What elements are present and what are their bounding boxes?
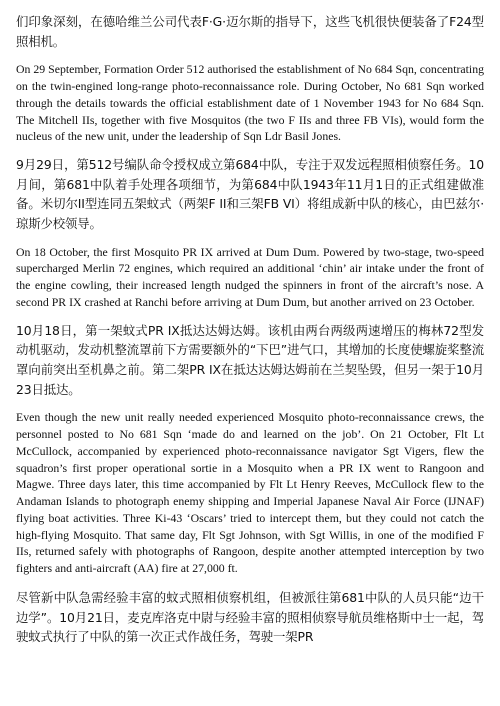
paragraph-zh-2: 9月29日，第512号编队命令授权成立第684中队，专注于双发远程照相侦察任务。10月间，第681中队着手处理各项细节，为第684中队1943年11月1日的正式组建做准备。米切尔II型连同五架蚊式（两架F II和三架FB VI）将组成新中队的核心，由巴兹尔·琼斯少校领导。	[16, 157, 484, 231]
paragraph-en-2: On 18 October, the first Mosquito PR IX arrived at Dum Dum. Powered by two-stage, two-speed supercharged Merlin 72 engines, which required an additional ‘chin’ air intake under the front of the engine cowling, their increased length nudged the spinners in front of the aircraft’s nose. A second PR IX crashed at Ranchi before arriving at Dum Dum, but another arrived on 23 October.	[16, 244, 484, 309]
paragraph-en-1: On 29 September, Formation Order 512 authorised the establishment of No 684 Sqn, concentrating on the twin-engined long-range photo-reconnaissance role. During October, No 681 Sqn worked through the details towards the official establishment date of 1 November 1943 for No 684 Sqn. The Mitchell IIs, together with five Mosquitos (the two F IIs and three FB VIs), would form the nucleus of the new unit, under the leadership of Sqn Ldr Basil Jones.	[16, 62, 484, 144]
paragraph-zh-1: 们印象深刻，在德哈维兰公司代表F·G·迈尔斯的指导下，这些飞机很快便装备了F24型照相机。	[16, 14, 484, 49]
paragraph-en-3: Even though the new unit really needed experienced Mosquito photo-reconnaissance crews, the personnel posted to No 681 Sqn ‘made do and learned on the job’. On 21 October, Flt Lt McCullock, accompanied by experienced photo-reconnaissance navigator Sgt Vigers, flew the squadron’s first proper operational sortie in a Mosquito when a PR IX went to Rangoon and Magwe. Three days later, this time accompanied by Flt Lt Henry Reeves, McCullock flew to the Andaman Islands to photograph enemy shipping and Imperial Japanese Naval Air Force (IJNAF) flying boat activities. Three Ki-43 ‘Oscars’ tried to intercept them, but they could not catch the high-flying Mosquito. That same day, Flt Sgt Johnson, with Sgt Willis, in one of the modified F IIs, returned safely with photographs of Rangoon, despite another attempted interception by two fighters and anti-aircraft (AA) fire at 27,000 ft.	[16, 410, 484, 576]
paragraph-zh-4: 尽管新中队急需经验丰富的蚊式照相侦察机组，但被派往第681中队的人员只能“边干边学”。10月21日，麦克库洛克中尉与经验丰富的照相侦察导航员维格斯中士一起，驾驶蚊式执行了中队的第一次正式作战任务，驾驶一架PR	[16, 590, 484, 645]
paragraph-zh-3: 10月18日，第一架蚊式PR IX抵达达姆达姆。该机由两台两级两速增压的梅林72型发动机驱动，发动机整流罩前下方需要额外的“下巴”进气口，其增加的长度使螺旋桨整流罩向前突出至机鼻之前。第二架PR IX在抵达达姆达姆前在兰契坠毁，但另一架于10月23日抵达。	[16, 322, 484, 397]
